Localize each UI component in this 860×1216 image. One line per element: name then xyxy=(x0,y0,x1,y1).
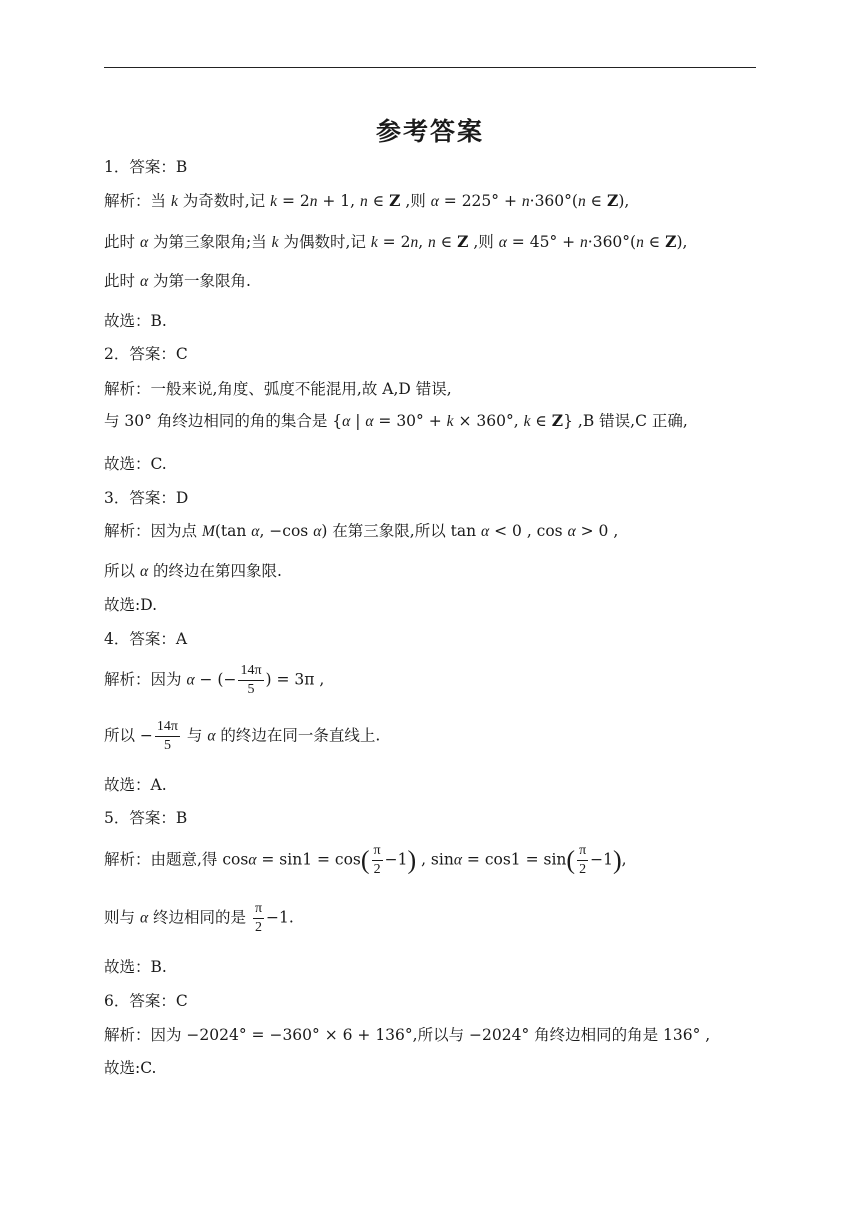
q2-choice: 故选：C. xyxy=(104,455,167,473)
q4-answer: 4．答案：A xyxy=(104,630,188,648)
q5-choice: 故选：B. xyxy=(104,958,167,976)
q4-choice: 故选：A. xyxy=(104,776,167,794)
q5-analysis-line2: 则与 α 终边相同的是 $\frac{\pi}{2}$ −1. xyxy=(104,901,294,935)
q3-analysis-line1: 解析：因为点 M(tan α, −cos α) 在第三象限,所以 tan α < 0 , cos α > 0 , xyxy=(104,522,619,540)
q1-analysis-line1: 解析：当 k 为奇数时,记 k = 2n + 1, n ∈ Z ,则 α = 225° + n·360°(n ∈ Z), xyxy=(104,191,630,210)
q5-answer: 5．答案：B xyxy=(104,809,188,827)
q3-analysis-line2: 所以 α 的终边在第四象限. xyxy=(104,562,282,580)
q1-answer: 1．答案：B xyxy=(104,158,188,176)
q6-answer: 6．答案：C xyxy=(104,992,188,1010)
q3-choice: 故选:D. xyxy=(104,596,158,614)
q1-analysis-line3: 此时 α 为第一象限角. xyxy=(104,272,251,290)
q4-analysis-line1: 解析：因为 α − (− $\frac{14\pi}{5}$ ) = 3π , xyxy=(104,663,325,697)
q6-choice: 故选:C. xyxy=(104,1059,157,1077)
q6-analysis-line1: 解析：因为 −2024° = −360° × 6 + 136°,所以与 −2024° 角终边相同的角是 136° , xyxy=(104,1026,711,1044)
q2-analysis-line1: 解析：一般来说,角度、弧度不能混用,故 A,D 错误, xyxy=(104,380,452,398)
q3-answer: 3．答案：D xyxy=(104,489,189,507)
q2-analysis-line2: 与 30° 角终边相同的角的集合是 {α | α = 30° + k × 360°, k ∈ Z} ,B 错误,C 正确, xyxy=(104,411,688,430)
q1-choice: 故选：B. xyxy=(104,312,167,330)
header-rule xyxy=(104,67,756,68)
q5-analysis-line1: 解析：由题意,得 cosα = sin1 = cos( $\frac{\pi}{2}$ −1) , sinα = cos1 = sin( $\frac{\pi}{2}$ −1), xyxy=(104,843,627,877)
q1-analysis-line2: 此时 α 为第三象限角;当 k 为偶数时,记 k = 2n, n ∈ Z ,则 α = 45° + n·360°(n ∈ Z), xyxy=(104,232,688,251)
q4-analysis-line2: 所以 − $\frac{14\pi}{5}$ 与 α 的终边在同一条直线上. xyxy=(104,719,381,753)
page-title: 参考答案 xyxy=(375,117,484,146)
q2-answer: 2．答案：C xyxy=(104,345,188,363)
